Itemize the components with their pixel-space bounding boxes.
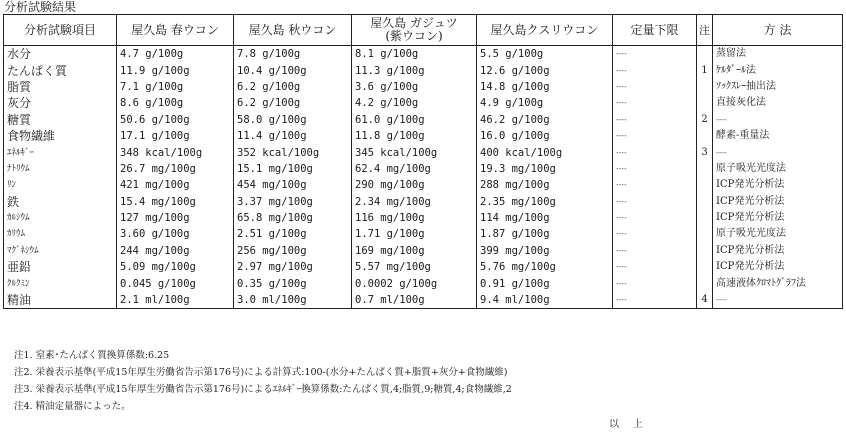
value-spring-turmeric: 50.6 g/100g <box>117 112 234 128</box>
value-zedoary: 169 mg/100g <box>352 243 477 259</box>
value-spring-turmeric: 7.1 g/100g <box>117 79 234 95</box>
note-number <box>697 95 713 111</box>
value-spring-turmeric: 348 kcal/100g <box>117 144 234 160</box>
note-number <box>697 243 713 259</box>
analysis-method: 原子吸光光度法 <box>713 226 843 242</box>
header-kusuri-turmeric: 屋久島クスリウコン <box>477 15 613 46</box>
note-number: 4 <box>697 292 713 309</box>
value-autumn-turmeric: 7.8 g/100g <box>234 46 352 63</box>
note-number <box>697 210 713 226</box>
analysis-method: ---- <box>713 112 843 128</box>
quantitation-limit: ---- <box>613 95 697 111</box>
note-number <box>697 46 713 63</box>
footnote: 注2. 栄養表示基準(平成15年厚生労働省告示第176号)による計算式:100-(水分+たんぱく質+脂質+灰分+食物繊維) <box>14 367 508 378</box>
table-row <box>4 144 843 160</box>
quantitation-limit: ---- <box>613 128 697 144</box>
value-kusuri-turmeric: 288 mg/100g <box>477 177 613 193</box>
row-item-name: ｸﾙｸﾐﾝ <box>4 275 117 291</box>
analysis-results-table <box>3 14 843 309</box>
quantitation-limit: ---- <box>613 79 697 95</box>
footnotes <box>14 347 512 415</box>
value-autumn-turmeric: 256 mg/100g <box>234 243 352 259</box>
quantitation-limit: ---- <box>613 46 697 63</box>
quantitation-limit: ---- <box>613 292 697 309</box>
quantitation-limit: ---- <box>613 161 697 177</box>
header-limit: 定量下限 <box>613 15 697 46</box>
value-autumn-turmeric: 15.1 mg/100g <box>234 161 352 177</box>
table-row <box>4 128 843 144</box>
row-item-name: たんぱく質 <box>4 62 117 78</box>
value-zedoary: 5.57 mg/100g <box>352 259 477 275</box>
value-autumn-turmeric: 352 kcal/100g <box>234 144 352 160</box>
value-zedoary: 11.3 g/100g <box>352 62 477 78</box>
value-spring-turmeric: 421 mg/100g <box>117 177 234 193</box>
analysis-method: ---- <box>713 292 843 309</box>
value-kusuri-turmeric: 16.0 g/100g <box>477 128 613 144</box>
value-spring-turmeric: 15.4 mg/100g <box>117 194 234 210</box>
value-kusuri-turmeric: 2.35 mg/100g <box>477 194 613 210</box>
value-kusuri-turmeric: 400 kcal/100g <box>477 144 613 160</box>
value-zedoary: 4.2 g/100g <box>352 95 477 111</box>
analysis-method: ｹﾙﾀﾞｰﾙ法 <box>713 62 843 78</box>
note-number <box>697 79 713 95</box>
value-autumn-turmeric: 6.2 g/100g <box>234 79 352 95</box>
header-method: 方 法 <box>713 15 843 46</box>
value-spring-turmeric: 26.7 mg/100g <box>117 161 234 177</box>
value-zedoary: 290 mg/100g <box>352 177 477 193</box>
value-zedoary: 11.8 g/100g <box>352 128 477 144</box>
value-spring-turmeric: 2.1 ml/100g <box>117 292 234 309</box>
table-row <box>4 62 843 78</box>
value-kusuri-turmeric: 0.91 g/100g <box>477 275 613 291</box>
header-item: 分析試験項目 <box>4 15 117 46</box>
value-kusuri-turmeric: 46.2 g/100g <box>477 112 613 128</box>
value-kusuri-turmeric: 9.4 ml/100g <box>477 292 613 309</box>
value-zedoary: 0.7 ml/100g <box>352 292 477 309</box>
value-autumn-turmeric: 2.97 mg/100g <box>234 259 352 275</box>
value-zedoary: 61.0 g/100g <box>352 112 477 128</box>
table-row <box>4 275 843 291</box>
row-item-name: 亜鉛 <box>4 259 117 275</box>
quantitation-limit: ---- <box>613 210 697 226</box>
quantitation-limit: ---- <box>613 112 697 128</box>
table-row <box>4 46 843 63</box>
value-kusuri-turmeric: 19.3 mg/100g <box>477 161 613 177</box>
note-number <box>697 161 713 177</box>
value-autumn-turmeric: 6.2 g/100g <box>234 95 352 111</box>
value-zedoary: 116 mg/100g <box>352 210 477 226</box>
value-kusuri-turmeric: 114 mg/100g <box>477 210 613 226</box>
header-note: 注 <box>697 15 713 46</box>
table-row <box>4 79 843 95</box>
value-kusuri-turmeric: 14.8 g/100g <box>477 79 613 95</box>
footnote: 注4. 精油定量器によった。 <box>14 401 131 412</box>
analysis-method: 酵素-重量法 <box>713 128 843 144</box>
value-zedoary: 1.71 g/100g <box>352 226 477 242</box>
row-item-name: 鉄 <box>4 194 117 210</box>
analysis-method: ICP発光分析法 <box>713 210 843 226</box>
header-zedoary <box>352 15 477 46</box>
note-number <box>697 128 713 144</box>
table-row <box>4 243 843 259</box>
row-item-name: ｶﾘｳﾑ <box>4 226 117 242</box>
value-zedoary: 2.34 mg/100g <box>352 194 477 210</box>
value-autumn-turmeric: 10.4 g/100g <box>234 62 352 78</box>
value-autumn-turmeric: 2.51 g/100g <box>234 226 352 242</box>
value-spring-turmeric: 8.6 g/100g <box>117 95 234 111</box>
value-kusuri-turmeric: 5.76 mg/100g <box>477 259 613 275</box>
quantitation-limit: ---- <box>613 62 697 78</box>
note-number: 3 <box>697 144 713 160</box>
value-kusuri-turmeric: 399 mg/100g <box>477 243 613 259</box>
value-spring-turmeric: 11.9 g/100g <box>117 62 234 78</box>
header-autumn-turmeric: 屋久島 秋ウコン <box>234 15 352 46</box>
note-number: 2 <box>697 112 713 128</box>
value-spring-turmeric: 3.60 g/100g <box>117 226 234 242</box>
value-autumn-turmeric: 65.8 mg/100g <box>234 210 352 226</box>
value-kusuri-turmeric: 4.9 g/100g <box>477 95 613 111</box>
quantitation-limit: ---- <box>613 194 697 210</box>
value-autumn-turmeric: 58.0 g/100g <box>234 112 352 128</box>
value-autumn-turmeric: 454 mg/100g <box>234 177 352 193</box>
closing-mark: 以上 <box>609 419 657 430</box>
analysis-method: ｿｯｸｽﾚｰ抽出法 <box>713 79 843 95</box>
note-number <box>697 226 713 242</box>
value-spring-turmeric: 17.1 g/100g <box>117 128 234 144</box>
row-item-name: 水分 <box>4 46 117 63</box>
quantitation-limit: ---- <box>613 226 697 242</box>
row-item-name: ﾘﾝ <box>4 177 117 193</box>
table-row <box>4 161 843 177</box>
table-row <box>4 210 843 226</box>
value-autumn-turmeric: 3.37 mg/100g <box>234 194 352 210</box>
quantitation-limit: ---- <box>613 259 697 275</box>
table-header-row <box>4 15 843 46</box>
note-number: 1 <box>697 62 713 78</box>
footnote: 注3. 栄養表示基準(平成15年厚生労働省告示第176号)によるｴﾈﾙｷﾞｰ換算係数:たんぱく質,4;脂質,9;糖質,4;食物繊維,2 <box>14 384 512 395</box>
row-item-name: ｴﾈﾙｷﾞｰ <box>4 144 117 160</box>
value-kusuri-turmeric: 12.6 g/100g <box>477 62 613 78</box>
row-item-name: 精油 <box>4 292 117 309</box>
value-autumn-turmeric: 0.35 g/100g <box>234 275 352 291</box>
value-zedoary: 345 kcal/100g <box>352 144 477 160</box>
note-number <box>697 177 713 193</box>
row-item-name: ｶﾙｼｳﾑ <box>4 210 117 226</box>
table-row <box>4 292 843 309</box>
header-spring-turmeric: 屋久島 春ウコン <box>117 15 234 46</box>
analysis-method: ---- <box>713 144 843 160</box>
note-number <box>697 259 713 275</box>
note-number <box>697 194 713 210</box>
value-autumn-turmeric: 11.4 g/100g <box>234 128 352 144</box>
row-item-name: 灰分 <box>4 95 117 111</box>
value-spring-turmeric: 0.045 g/100g <box>117 275 234 291</box>
analysis-method: ICP発光分析法 <box>713 243 843 259</box>
analysis-method: 蒸留法 <box>713 46 843 63</box>
value-spring-turmeric: 5.09 mg/100g <box>117 259 234 275</box>
header-zedoary-line2: (紫ウコン) <box>385 29 443 43</box>
header-zedoary-line1: 屋久島 ガジュツ <box>370 16 458 30</box>
table-row <box>4 226 843 242</box>
quantitation-limit: ---- <box>613 144 697 160</box>
analysis-method: ICP発光分析法 <box>713 177 843 193</box>
table-row <box>4 259 843 275</box>
value-kusuri-turmeric: 1.87 g/100g <box>477 226 613 242</box>
table-row <box>4 194 843 210</box>
value-zedoary: 8.1 g/100g <box>352 46 477 63</box>
value-spring-turmeric: 244 mg/100g <box>117 243 234 259</box>
value-zedoary: 62.4 mg/100g <box>352 161 477 177</box>
row-item-name: 脂質 <box>4 79 117 95</box>
table-row <box>4 112 843 128</box>
value-zedoary: 3.6 g/100g <box>352 79 477 95</box>
quantitation-limit: ---- <box>613 243 697 259</box>
analysis-method: ICP発光分析法 <box>713 194 843 210</box>
table-row <box>4 177 843 193</box>
value-zedoary: 0.0002 g/100g <box>352 275 477 291</box>
quantitation-limit: ---- <box>613 177 697 193</box>
row-item-name: ﾅﾄﾘｳﾑ <box>4 161 117 177</box>
value-spring-turmeric: 127 mg/100g <box>117 210 234 226</box>
document-title: 分析試験結果 <box>4 0 77 14</box>
table-row <box>4 95 843 111</box>
analysis-method: ICP発光分析法 <box>713 259 843 275</box>
row-item-name: 食物繊維 <box>4 128 117 144</box>
value-spring-turmeric: 4.7 g/100g <box>117 46 234 63</box>
table-body <box>4 46 843 309</box>
analysis-method: 高速液体ｸﾛﾏﾄｸﾞﾗﾌ法 <box>713 275 843 291</box>
analysis-method: 直接灰化法 <box>713 95 843 111</box>
value-autumn-turmeric: 3.0 ml/100g <box>234 292 352 309</box>
analysis-method: 原子吸光光度法 <box>713 161 843 177</box>
row-item-name: 糖質 <box>4 112 117 128</box>
note-number <box>697 275 713 291</box>
value-kusuri-turmeric: 5.5 g/100g <box>477 46 613 63</box>
row-item-name: ﾏｸﾞﾈｼｳﾑ <box>4 243 117 259</box>
quantitation-limit: ---- <box>613 275 697 291</box>
footnote: 注1. 窒素･たんぱく質換算係数:6.25 <box>14 350 170 361</box>
